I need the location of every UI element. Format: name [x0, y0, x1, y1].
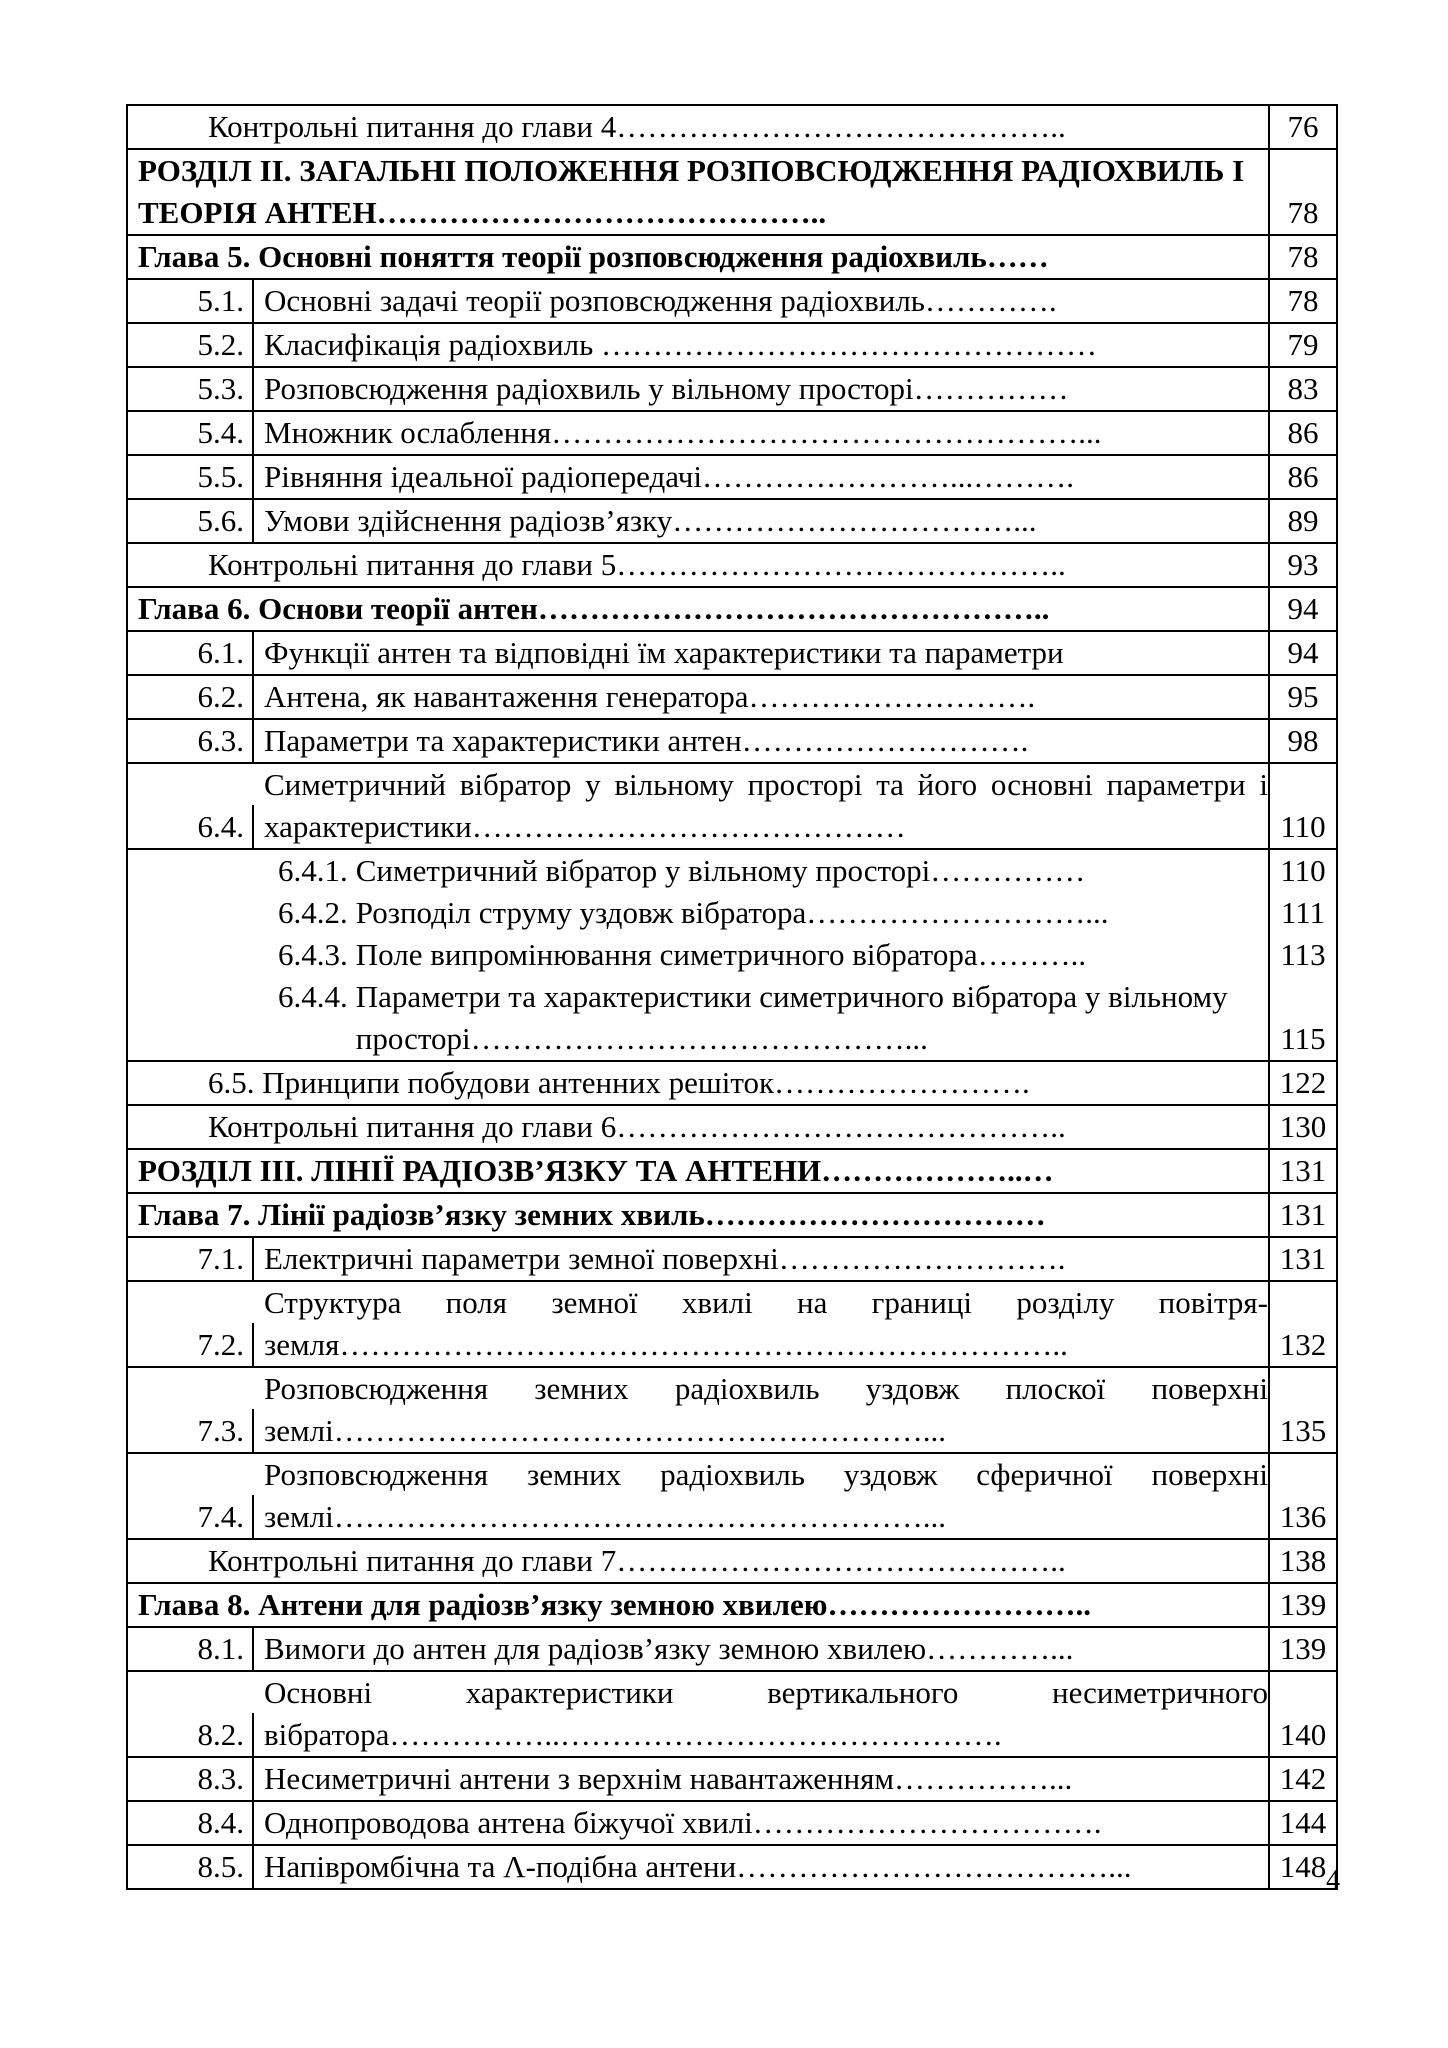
toc-row-section [127, 1453, 1337, 1539]
toc-entry-inner [128, 500, 1268, 542]
toc-section-number: 8.3. [128, 1757, 254, 1801]
toc-row-nested [127, 849, 1337, 1061]
toc-nested-num: 6.4.1. [278, 853, 348, 888]
toc-page-number: 86 [1269, 411, 1337, 455]
toc-row-chapter [127, 1193, 1337, 1237]
toc-entry-inner [128, 1758, 1268, 1800]
toc-section-number: 5.5. [128, 455, 254, 499]
toc-page-number: 110 [1280, 853, 1326, 888]
toc-entry [127, 1757, 1269, 1801]
toc-page-number: 139 [1269, 1627, 1337, 1671]
table-of-contents [126, 104, 1338, 1890]
toc-row-section [127, 631, 1337, 675]
toc-page-number: 115 [1280, 1021, 1326, 1056]
toc-row-section [127, 323, 1337, 367]
toc-entry-inner [128, 1282, 1268, 1366]
toc-page-number: 144 [1269, 1801, 1337, 1845]
toc-page-number: 135 [1269, 1367, 1337, 1453]
toc-nested-title: Поле випромінювання симетричного вібратора……….. [355, 937, 1087, 972]
toc-row-question [127, 105, 1337, 149]
toc-page-number: 110 [1269, 763, 1337, 849]
toc-page-number: 132 [1269, 1281, 1337, 1367]
toc-questions-title: Контрольні питання до глави 5…………………………………….. [127, 543, 1269, 587]
toc-entry [127, 675, 1269, 719]
toc-section-title: Множник ослаблення……………………………………………... [264, 415, 1102, 450]
toc-section-title: Функції антен та відповідні їм характеристики та параметри [264, 635, 1064, 670]
page-number: 4 [1326, 1865, 1340, 1896]
toc-entry-inner [128, 1802, 1268, 1844]
toc-nested-num: 6.4.2. [278, 895, 348, 930]
toc-page-number: 94 [1269, 587, 1337, 631]
toc-page-number: 139 [1269, 1583, 1337, 1627]
toc-entry-inner [128, 456, 1268, 498]
toc-page-number: 131 [1269, 1193, 1337, 1237]
toc-page-number: 138 [1269, 1539, 1337, 1583]
toc-entry [127, 1671, 1269, 1757]
toc-page-number: 140 [1269, 1671, 1337, 1757]
toc-chapter-title: Глава 5. Основні поняття теорії розповсюдження радіохвиль…… [127, 235, 1269, 279]
toc-page-number: 94 [1269, 631, 1337, 675]
toc-row-section [127, 1627, 1337, 1671]
toc-page-number: 89 [1269, 499, 1337, 543]
toc-section-title: Умови здійснення радіозв’язку……………………………... [264, 503, 1037, 538]
toc-entry [127, 631, 1269, 675]
toc-entry [127, 1845, 1269, 1889]
toc-nested-item [278, 892, 1260, 934]
toc-page-number: 122 [1269, 1061, 1337, 1105]
toc-section-number: 8.2. [128, 1713, 254, 1757]
toc-section-title: Електричні параметри земної поверхні………………………. [264, 1241, 1066, 1276]
toc-section-number: 8.5. [128, 1845, 254, 1889]
toc-row-part [127, 1149, 1337, 1193]
toc-row-section [127, 1281, 1337, 1367]
toc-row-section [127, 719, 1337, 763]
toc-entry [127, 1367, 1269, 1453]
toc-row-question [127, 1539, 1337, 1583]
toc-page-number: 130 [1269, 1105, 1337, 1149]
toc-chapter-title: Глава 6. Основи теорії антен………………………………………….. [127, 587, 1269, 631]
toc-page-number: 113 [1280, 937, 1326, 972]
toc-page-number: 78 [1269, 279, 1337, 323]
toc-page-number: 76 [1269, 105, 1337, 149]
toc-section-title: Розповсюдження земних радіохвиль уздовж плоскої поверхні землі…………………………………………………... [264, 1371, 1268, 1448]
toc-section-number: 7.4. [128, 1495, 254, 1539]
toc-section-number: 5.3. [128, 367, 254, 411]
toc-entry-inner [128, 632, 1268, 674]
toc-section-number: 5.4. [128, 411, 254, 455]
toc-page-number: 93 [1269, 543, 1337, 587]
toc-nested-item [278, 976, 1260, 1060]
toc-entry-inner [128, 368, 1268, 410]
toc-page-number: 95 [1269, 675, 1337, 719]
toc-entry-inner [128, 1454, 1268, 1538]
toc-entry [127, 279, 1269, 323]
toc-entry [127, 455, 1269, 499]
toc-entry [127, 1281, 1269, 1367]
toc-entry [127, 719, 1269, 763]
toc-section-number: 6.4. [128, 805, 254, 849]
toc-page-number: 78 [1269, 235, 1337, 279]
toc-page-number: 98 [1269, 719, 1337, 763]
toc-row-chapter [127, 587, 1337, 631]
toc-section-title: Однопроводова антена біжучої хвилі……………………………. [264, 1805, 1102, 1840]
toc-section-title: Розповсюдження радіохвиль у вільному просторі…………… [264, 371, 1069, 406]
toc-questions-title: Контрольні питання до глави 6…………………………………….. [127, 1105, 1269, 1149]
toc-row-section [127, 1845, 1337, 1889]
toc-row-section [127, 675, 1337, 719]
toc-section-number: 6.1. [128, 631, 254, 675]
toc-row-section [127, 1237, 1337, 1281]
toc-part-title: РОЗДІЛ ІІ. ЗАГАЛЬНІ ПОЛОЖЕННЯ РОЗПОВСЮДЖЕННЯ РАДІОХВИЛЬ І ТЕОРІЯ АНТЕН…………………………………….. [127, 149, 1269, 235]
toc-page-number: 79 [1269, 323, 1337, 367]
toc-row-section [127, 763, 1337, 849]
toc-row-section [127, 279, 1337, 323]
toc-section-title: Вимоги до антен для радіозв’язку земною хвилею…………... [264, 1631, 1074, 1666]
toc-row-section [127, 1757, 1337, 1801]
toc-entry [127, 323, 1269, 367]
toc-row-section [127, 411, 1337, 455]
toc-section-title: Антена, як навантаження генератора………………………. [264, 679, 1036, 714]
toc-section-number: 7.3. [128, 1409, 254, 1453]
toc-nested-pages [1269, 849, 1337, 1061]
toc-page-number: 131 [1269, 1149, 1337, 1193]
toc-page-number: 83 [1269, 367, 1337, 411]
toc-row-section [127, 1671, 1337, 1757]
toc-section-title: Рівняння ідеальної радіопередачі……………………...………. [264, 459, 1074, 494]
toc-section-number: 7.1. [128, 1237, 254, 1281]
toc-section-number: 8.4. [128, 1801, 254, 1845]
toc-row-section [127, 499, 1337, 543]
toc-nested-num: 6.4.3. [278, 937, 348, 972]
toc-part-title: РОЗДІЛ ІІІ. ЛІНІЇ РАДІОЗВ’ЯЗКУ ТА АНТЕНИ………………..… [127, 1149, 1269, 1193]
toc-row-question [127, 1105, 1337, 1149]
toc-entry-inner [128, 1846, 1268, 1888]
toc-page-number: 111 [1280, 895, 1326, 930]
toc-page-number: 78 [1269, 149, 1337, 235]
toc-entry-inner [128, 324, 1268, 366]
toc-entry-inner [128, 1368, 1268, 1452]
toc-page-number: 136 [1269, 1453, 1337, 1539]
toc-row-chapter [127, 1583, 1337, 1627]
toc-row-section [127, 455, 1337, 499]
toc-section-title: 6.5. Принципи побудови антенних решіток……………………. [127, 1061, 1269, 1105]
toc-nested-title: Розподіл струму уздовж вібратора………………………... [355, 895, 1109, 930]
toc-section-number: 5.1. [128, 279, 254, 323]
toc-section-number: 5.6. [128, 499, 254, 543]
toc-section-title: Основні характеристики вертикального несиметричного вібратора……………..……………………………………. [264, 1675, 1268, 1752]
toc-section-title: Основні задачі теорії розповсюдження радіохвиль…………. [264, 283, 1057, 318]
toc-questions-title: Контрольні питання до глави 4…………………………………….. [127, 105, 1269, 149]
toc-section-title: Розповсюдження земних радіохвиль уздовж сферичної поверхні землі…………………………………………………... [264, 1457, 1268, 1534]
toc-page-number: 142 [1269, 1757, 1337, 1801]
toc-row-question [127, 543, 1337, 587]
toc-entry-inner [128, 676, 1268, 718]
toc-nested-block [127, 849, 1337, 1061]
toc-nested-num: 6.4.4. [278, 979, 348, 1014]
toc-section-number: 6.2. [128, 675, 254, 719]
toc-entry [127, 1627, 1269, 1671]
toc-section-title: Класифікація радіохвиль ………………………………………… [264, 327, 1097, 362]
toc-section-title: Параметри та характеристики антен………………………. [264, 723, 1029, 758]
toc-body-top [127, 105, 1337, 849]
toc-entry [127, 367, 1269, 411]
toc-section-title: Структура поля земної хвилі на границі розділу повітря-земля…………………………………………………………….. [264, 1285, 1268, 1362]
toc-entry [127, 1801, 1269, 1845]
toc-chapter-title: Глава 7. Лінії радіозв’язку земних хвиль…………………………… [127, 1193, 1269, 1237]
toc-nested-title: Параметри та характеристики симетричного вібратора у вільному просторі……………………………………... [355, 979, 1228, 1056]
toc-row-section [127, 1367, 1337, 1453]
toc-page-number: 148 [1269, 1845, 1337, 1889]
toc-row-section [127, 1801, 1337, 1845]
toc-nested-title: Симетричний вібратор у вільному просторі…………… [355, 853, 1086, 888]
toc-section-number: 8.1. [128, 1627, 254, 1671]
toc-nested-item [278, 934, 1260, 976]
toc-section-number: 5.2. [128, 323, 254, 367]
toc-entry-inner [128, 280, 1268, 322]
toc-page-number [1278, 976, 1328, 1018]
toc-section-title: Напівромбічна та Λ-подібна антени………………………………... [264, 1849, 1132, 1884]
toc-nested-item [278, 850, 1260, 892]
toc-section-title: Симетричний вібратор у вільному просторі та його основні параметри і характеристики…………………………………… [264, 767, 1268, 844]
toc-entry-inner [128, 1672, 1268, 1756]
toc-entry-inner [128, 764, 1268, 848]
toc-chapter-title: Глава 8. Антени для радіозв’язку земною хвилею…………………….. [127, 1583, 1269, 1627]
toc-section-title: Несиметричні антени з верхнім навантаженням……………... [264, 1761, 1073, 1796]
toc-body-bottom [127, 1061, 1337, 1889]
toc-section-number: 7.2. [128, 1323, 254, 1367]
toc-entry-inner [128, 1628, 1268, 1670]
toc-row-section [127, 367, 1337, 411]
toc-entry [127, 1453, 1269, 1539]
toc-page-number: 131 [1269, 1237, 1337, 1281]
toc-row-chapter [127, 235, 1337, 279]
toc-entry-inner [128, 412, 1268, 454]
toc-entry-inner [128, 720, 1268, 762]
toc-entry [127, 1237, 1269, 1281]
toc-entry-inner [128, 1238, 1268, 1280]
toc-entry [127, 763, 1269, 849]
toc-questions-title: Контрольні питання до глави 7…………………………………….. [127, 1539, 1269, 1583]
toc-section-number: 6.3. [128, 719, 254, 763]
toc-row-plain [127, 1061, 1337, 1105]
toc-entry [127, 499, 1269, 543]
toc-nested-titles [127, 849, 1269, 1061]
toc-row-part [127, 149, 1337, 235]
toc-entry [127, 411, 1269, 455]
toc-page-number: 86 [1269, 455, 1337, 499]
